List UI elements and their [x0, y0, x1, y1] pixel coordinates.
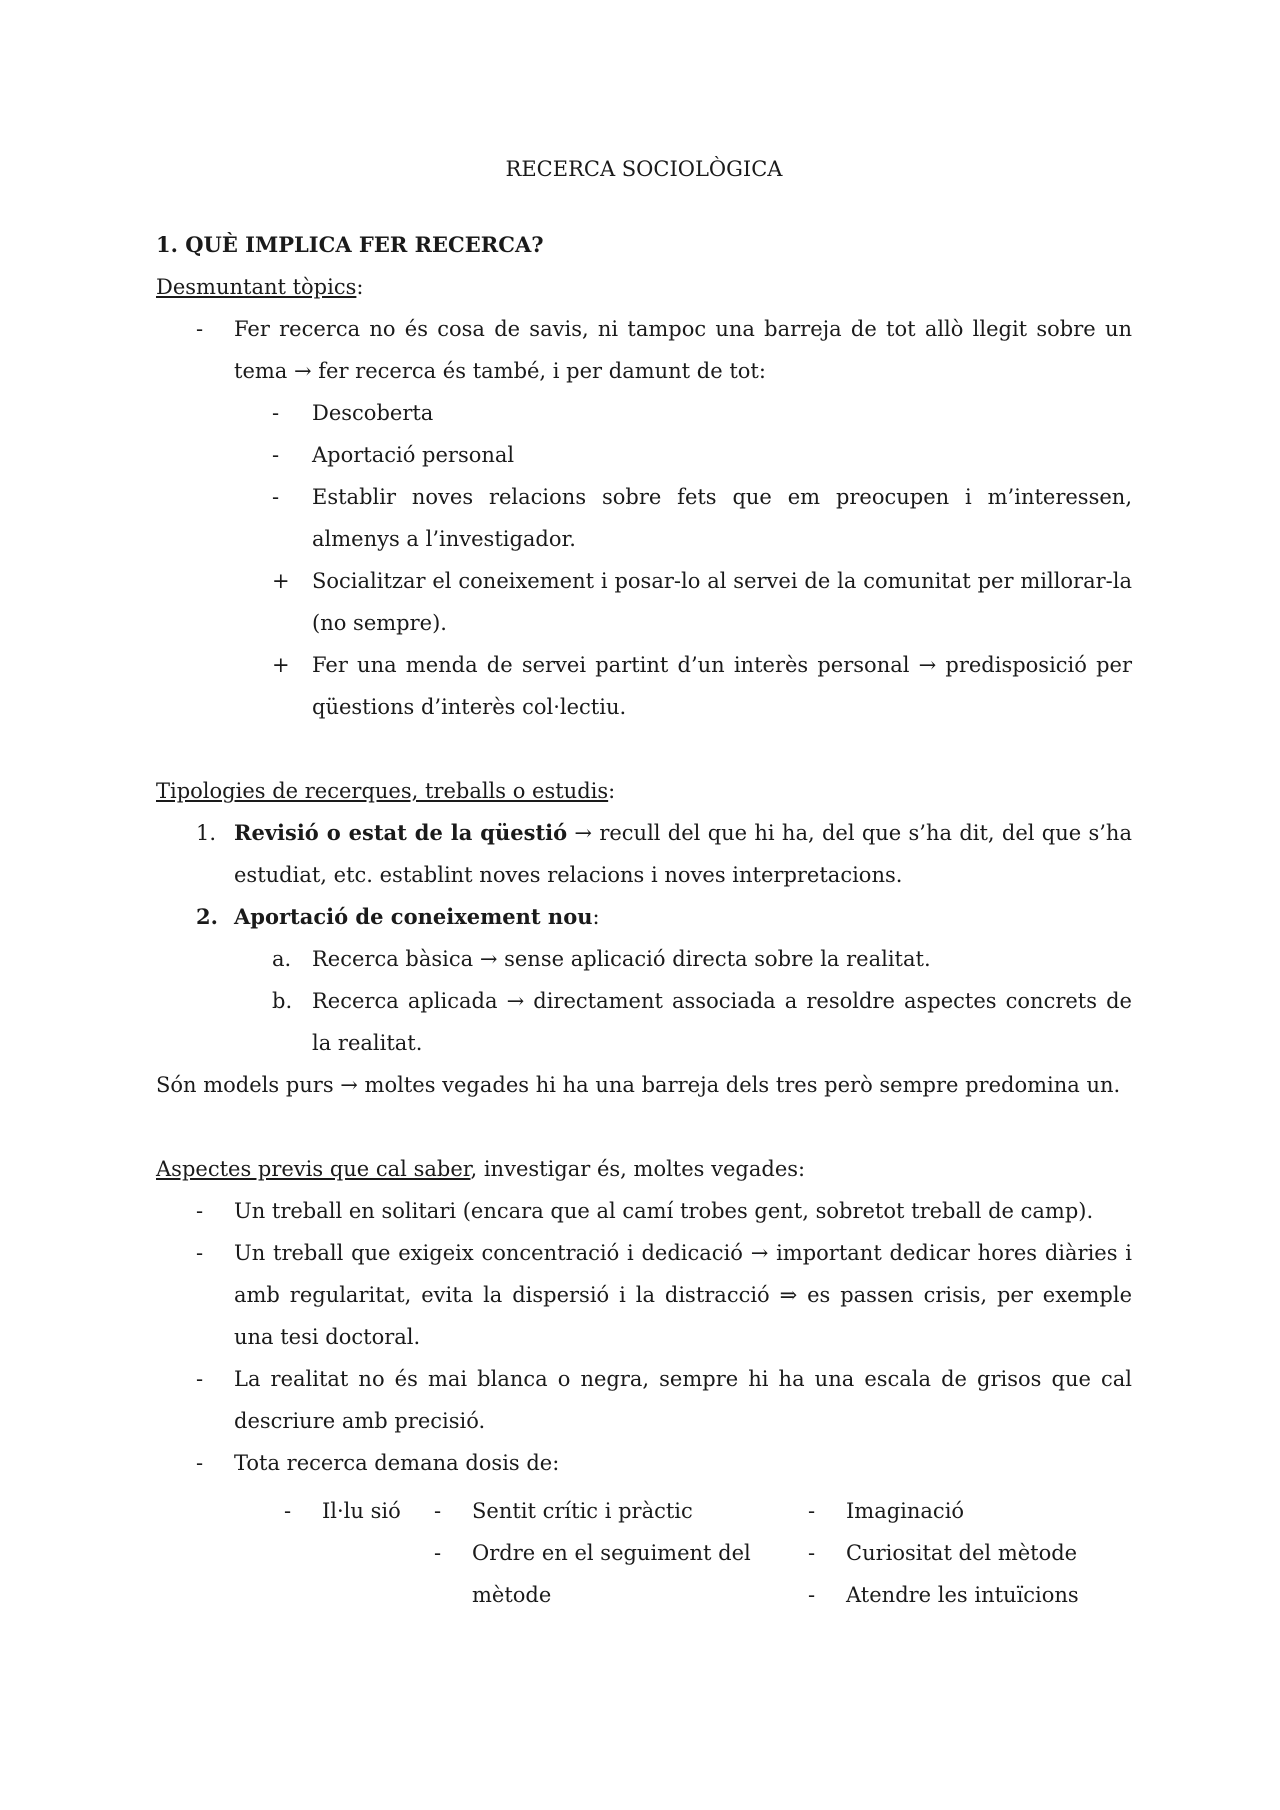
- doses-column-3: [808, 1490, 1128, 1616]
- list-item: - Fer recerca no és cosa de savis, ni tampoc una barreja de tot allò llegit sobre un tema → fer recerca és també, i per damunt de tot:: [196, 317, 1132, 383]
- doses-column-1: [284, 1490, 404, 1532]
- document-title: RECERCA SOCIOLÒGICA: [505, 157, 783, 181]
- list-item: - Ordre en el seguiment del mètode: [434, 1541, 751, 1607]
- list-item: - Il·lu sió: [284, 1499, 401, 1523]
- subheading-previous: Aspectes previs que cal saber, investigar és, moltes vegades:: [156, 1157, 806, 1181]
- list-item: - La realitat no és mai blanca o negra, sempre hi ha una escala de grisos que cal descriure amb precisió.: [196, 1367, 1132, 1433]
- list-item: - Un treball en solitari (encara que al camí trobes gent, sobretot treball de camp).: [196, 1199, 1094, 1223]
- list-item: - Establir noves relacions sobre fets que em preocupen i m’interessen, almenys a l’investigador.: [272, 485, 1132, 551]
- conclusion-text: Són models purs → moltes vegades hi ha una barreja dels tres però sempre predomina un.: [156, 1073, 1121, 1097]
- doses-column-2: [434, 1490, 764, 1616]
- list-item: - Aportació personal: [272, 443, 515, 467]
- section-heading: 1. QUÈ IMPLICA FER RECERCA?: [156, 232, 544, 257]
- list-item: - Descoberta: [272, 401, 434, 425]
- list-item: b. Recerca aplicada → directament associada a resoldre aspectes concrets de la realitat.: [272, 989, 1132, 1055]
- list-item: 1. Revisió o estat de la qüestió → recull del que hi ha, del que s’ha dit, del que s’ha estudiat, etc. establint noves relacions i noves interpretacions.: [196, 820, 1132, 887]
- document-page: [156, 148, 1132, 1616]
- list-item: - Curiositat del mètode: [808, 1541, 1078, 1565]
- list-item: a. Recerca bàsica → sense aplicació directa sobre la realitat.: [272, 947, 931, 971]
- subheading-topics: Desmuntant tòpics:: [156, 275, 364, 299]
- list-item: - Un treball que exigeix concentració i dedicació → important dedicar hores diàries i amb regularitat, evita la dispersió i la distracció ⇒ es passen crisis, per exemple una tesi doctoral.: [196, 1241, 1132, 1349]
- list-item: + Fer una menda de servei partint d’un interès personal → predisposició per qüestions d’interès col·lectiu.: [272, 653, 1132, 719]
- list-item: - Sentit crític i pràctic: [434, 1499, 693, 1523]
- list-item: - Tota recerca demana dosis de:: [196, 1451, 560, 1475]
- list-item: - Atendre les intuïcions: [808, 1583, 1079, 1607]
- list-item: 2. Aportació de coneixement nou:: [196, 904, 600, 929]
- subheading-typologies: Tipologies de recerques, treballs o estudis:: [156, 779, 616, 803]
- doses-columns: [156, 1490, 1132, 1616]
- list-item: - Imaginació: [808, 1499, 965, 1523]
- list-item: + Socialitzar el coneixement i posar-lo al servei de la comunitat per millorar-la (no sempre).: [272, 569, 1132, 635]
